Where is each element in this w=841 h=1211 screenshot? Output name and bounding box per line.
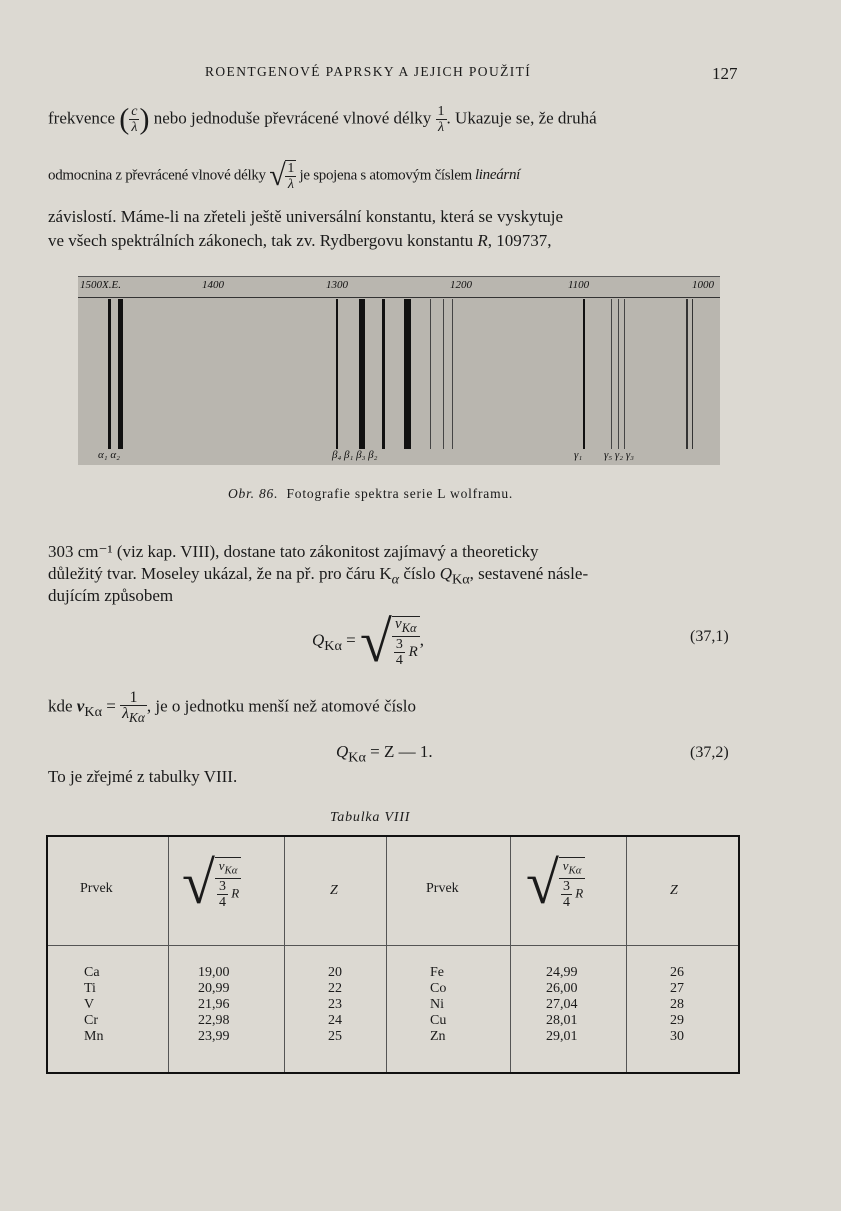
sqrt-fraction	[215, 857, 241, 911]
paragraph-2-line-3: dujícím způsobem	[48, 586, 174, 605]
table-row	[198, 965, 230, 1045]
lambda-symbol: λ	[122, 705, 130, 722]
paragraph-2-line-1: 303 cm⁻¹ (viz kap. VIII), dostane tato zákonitost zajímavý a theoreticky	[48, 542, 539, 561]
paragraph-4: To je zřejmé z tabulky VIII.	[48, 767, 238, 786]
frac-den	[215, 879, 241, 910]
sqrt-fraction	[392, 616, 420, 668]
comma: ,	[419, 630, 425, 650]
frac-den: 4	[395, 652, 403, 668]
scale-label: 1300	[326, 279, 348, 291]
frac-num: 3	[395, 636, 403, 652]
paren-close: )	[139, 102, 150, 136]
frac-num: 1	[120, 690, 147, 706]
value-cell: 24,99	[546, 965, 578, 980]
column-divider	[386, 837, 387, 1072]
element-cell: Ti	[84, 981, 96, 996]
element-cell: Zn	[430, 1029, 446, 1044]
subscript: Kα	[568, 864, 582, 877]
spectral-line-beta4	[336, 299, 338, 449]
header-sqrt-formula	[526, 849, 585, 918]
frac-num: 3	[562, 879, 570, 895]
spectrum-photograph	[78, 276, 720, 465]
subscript: α	[391, 571, 400, 588]
z-cell: 28	[670, 997, 684, 1012]
equals: =	[106, 696, 116, 716]
z-cell: 30	[670, 1029, 684, 1044]
frac-den	[392, 637, 420, 668]
element-cell: V	[84, 997, 95, 1012]
nu-symbol: ν	[562, 857, 569, 873]
z-cell: 27	[670, 981, 684, 996]
value-cell: 28,01	[546, 1013, 578, 1028]
value-cell: 29,01	[546, 1029, 578, 1044]
element-cell: Mn	[84, 1029, 104, 1044]
nu-symbol: ν	[395, 615, 402, 632]
frac-den: 4	[562, 895, 570, 911]
subscript: Kα	[401, 620, 417, 635]
element-cell: Fe	[430, 965, 444, 980]
header-z: Z	[330, 883, 338, 898]
text: číslo	[399, 564, 440, 583]
spectral-line-faint	[452, 299, 453, 449]
subscript: Kα	[348, 749, 366, 766]
spectral-line-gamma3	[624, 299, 625, 449]
table-viii	[46, 835, 740, 1074]
paragraph-1-line-3: závislostí. Máme-li na zřeteli ještě universální konstantu, která se vyskytuje	[48, 207, 564, 226]
frac-num: 1	[287, 161, 295, 176]
text: , je o jednotku menší než atomové číslo	[146, 696, 417, 716]
element-cell: Ca	[84, 965, 100, 980]
figure-caption	[228, 486, 513, 502]
text: frekvence	[48, 108, 116, 128]
spectral-line-faint	[686, 299, 688, 449]
subscript: Kα	[84, 703, 102, 720]
fraction-one-lambda-k	[120, 690, 147, 725]
frac-den: λ	[131, 120, 138, 135]
sqrt-fraction	[285, 160, 296, 192]
sqrt-sign: √	[526, 850, 559, 916]
header-divider	[48, 945, 738, 946]
table-row	[670, 965, 684, 1045]
paren-open: (	[119, 102, 130, 136]
z-cell: 23	[328, 997, 342, 1012]
symbol: Q	[439, 564, 452, 583]
equation-label: (37,1)	[690, 628, 729, 645]
text: důležitý tvar. Moseley ukázal, že na př. pro čáru K	[48, 564, 392, 583]
spectral-line-beta1	[359, 299, 365, 449]
text: , 109737,	[487, 231, 552, 250]
line-label: β₄ β₁ β₃ β₂	[332, 449, 378, 461]
table-row	[84, 965, 103, 1045]
scale-label: 1000	[692, 279, 714, 291]
subscript: Kα	[129, 710, 145, 726]
header-z: Z	[670, 883, 678, 898]
fraction-3-4	[561, 879, 572, 910]
column-divider	[284, 837, 285, 1072]
fraction-one-lambda	[436, 104, 447, 135]
spectral-line-faint	[430, 299, 431, 449]
scale-label: 1100	[568, 279, 590, 291]
symbol: Q	[336, 742, 349, 761]
frac-den: 4	[218, 895, 226, 911]
sqrt-fraction	[559, 857, 585, 911]
header-prvek: Prvek	[80, 881, 113, 896]
table-title: Tabulka VIII	[330, 810, 411, 825]
frac-den	[120, 706, 147, 725]
line-label: γ₁	[574, 449, 583, 461]
z-cell: 20	[328, 965, 342, 980]
spectral-line-gamma5	[611, 299, 612, 449]
text: nebo jednoduše převrácené vlnové délky	[153, 108, 432, 128]
value-cell: 20,99	[198, 981, 230, 996]
nu-symbol: ν	[76, 696, 85, 716]
text-italic: lineární	[474, 167, 521, 184]
caption-label: Obr. 86.	[228, 486, 279, 501]
element-cell: Co	[430, 981, 447, 996]
frac-num	[559, 858, 585, 880]
text: je spojena s atomovým číslem	[299, 167, 472, 184]
header-prvek: Prvek	[426, 881, 459, 896]
fraction-c-lambda	[129, 104, 139, 135]
table-row	[546, 965, 578, 1045]
equation-37-1	[312, 608, 424, 675]
scale-label: 1500X.E.	[80, 279, 121, 291]
column-divider	[168, 837, 169, 1072]
subscript: Kα	[451, 571, 470, 588]
table-row	[430, 965, 446, 1045]
fraction-3-4	[394, 637, 405, 668]
scale-label: 1400	[202, 279, 224, 291]
frac-num	[392, 617, 420, 637]
frac-den: λ	[438, 120, 445, 135]
line-label: γ₅ γ₂ γ₃	[604, 449, 634, 461]
equation-label: (37,2)	[690, 744, 729, 761]
line-label: α₁ α₂	[98, 449, 120, 461]
sqrt-sign: √	[360, 609, 392, 674]
z-cell: 22	[328, 981, 342, 996]
paragraph-3	[48, 690, 416, 725]
equation-37-2	[336, 742, 433, 766]
expression: = Z — 1.	[365, 742, 433, 761]
symbol: R	[231, 885, 240, 901]
text: . Ukazuje se, že druhá	[446, 108, 597, 128]
spectral-line-faint	[443, 299, 444, 449]
paragraph-1-line-1	[48, 104, 597, 135]
z-cell: 25	[328, 1029, 342, 1044]
spectral-line-beta2	[404, 299, 411, 449]
element-cell: Ni	[430, 997, 444, 1012]
sqrt-sign: √	[269, 159, 286, 192]
frac-den	[559, 879, 585, 910]
sqrt-sign: √	[182, 850, 215, 916]
running-header: ROENTGENOVÉ PAPRSKY A JEJICH POUŽITÍ	[205, 64, 532, 79]
text: ve všech spektrálních zákonech, tak zv. Rydbergovu konstantu	[48, 231, 474, 250]
value-cell: 23,99	[198, 1029, 230, 1044]
fraction-3-4	[217, 879, 228, 910]
table-row	[328, 965, 342, 1045]
scale-label: 1200	[450, 279, 472, 291]
symbol: R	[408, 643, 418, 660]
frac-num: 1	[437, 104, 445, 119]
page-number: 127	[712, 64, 738, 83]
caption-text: Fotografie spektra serie L wolframu.	[286, 486, 514, 501]
text: odmocnina z převrácené vlnové délky	[48, 167, 266, 184]
value-cell: 21,96	[198, 997, 230, 1012]
symbol: Q	[312, 630, 325, 650]
text: , sestavené násle-	[469, 564, 589, 583]
subscript: Kα	[324, 637, 342, 654]
subscript: Kα	[224, 864, 238, 877]
column-divider	[510, 837, 511, 1072]
symbol: R	[575, 885, 584, 901]
scale-rule	[78, 297, 720, 298]
spectral-line-gamma2	[618, 299, 619, 449]
frac-num: 3	[218, 879, 226, 895]
paragraph-1-line-2	[48, 160, 520, 192]
value-cell: 27,04	[546, 997, 578, 1012]
text-italic: R	[477, 231, 488, 250]
spectral-line-faint	[692, 299, 693, 449]
element-cell: Cu	[430, 1013, 447, 1028]
spectral-line-alpha2	[108, 299, 111, 449]
paragraph-1-line-4	[48, 230, 552, 252]
value-cell: 26,00	[546, 981, 578, 996]
text: kde	[48, 696, 73, 716]
frac-den: λ	[287, 177, 294, 192]
header-sqrt-formula	[182, 849, 241, 918]
column-divider	[626, 837, 627, 1072]
z-cell: 24	[328, 1013, 342, 1028]
spectral-line-gamma1	[583, 299, 585, 449]
value-cell: 19,00	[198, 965, 230, 980]
spectral-line-beta3	[382, 299, 385, 449]
equals: =	[346, 630, 356, 650]
element-cell: Cr	[84, 1013, 98, 1028]
frac-num	[215, 858, 241, 880]
value-cell: 22,98	[198, 1013, 230, 1028]
frac-num: c	[131, 104, 138, 119]
nu-symbol: ν	[218, 857, 225, 873]
spectral-line-alpha1	[118, 299, 123, 449]
z-cell: 26	[670, 965, 684, 980]
z-cell: 29	[670, 1013, 684, 1028]
